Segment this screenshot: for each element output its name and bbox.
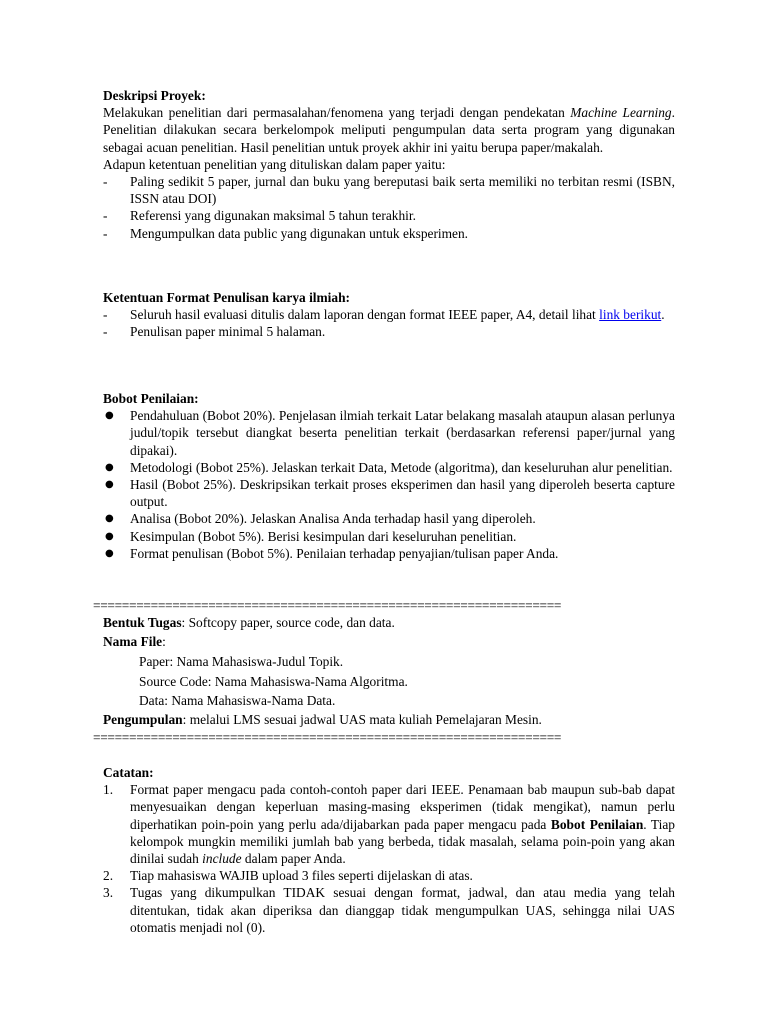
heading-format: Ketentuan Format Penulisan karya ilmiah: xyxy=(103,290,350,305)
nama-file: Nama File: xyxy=(103,634,166,650)
numbered-item: 3. Tugas yang dikumpulkan TIDAK sesuai dengan format, jadwal, dan atau media yang telah ditentukan, tidak akan diperiksa dan dianggap tidak mengumpulkan UAS, sehingga nilai UAS otomatis menjadi nol (0). xyxy=(103,885,675,935)
heading-deskripsi: Deskripsi Proyek: xyxy=(103,88,206,103)
paragraph-deskripsi: Melakukan penelitian dari permasalahan/fenomena yang terjadi dengan pendekatan Machine Learning. Penelitian dilakukan secara berkelompok meliputi pengumpulan data serta program yang digunakan sebagai acuan penelitian. Hasil penelitian untuk proyek akhir ini yaitu berupa paper/makalah. xyxy=(103,105,675,155)
file-data: Data: Nama Mahasiswa-Nama Data. xyxy=(139,692,336,708)
pengumpulan: Pengumpulan: melalui LMS sesuai jadwal UAS mata kuliah Pemelajaran Mesin. xyxy=(103,711,542,727)
bullet-icon: ● xyxy=(105,461,114,473)
bullet-item: ● Metodologi (Bobot 25%). Jelaskan terkait Data, Metode (algoritma), dan keseluruhan alur penelitian. xyxy=(105,459,673,475)
list-item: - Referensi yang digunakan maksimal 5 tahun terakhir. xyxy=(103,208,416,224)
bullet-icon: ● xyxy=(105,513,114,525)
bullet-item: ● Format penulisan (Bobot 5%). Penilaian terhadap penyajian/tulisan paper Anda. xyxy=(105,545,559,561)
bullet-icon: ● xyxy=(105,410,114,422)
list-item: - Paling sedikit 5 paper, jurnal dan buku yang bereputasi baik serta memiliki no terbitan resmi (ISBN, ISSN atau DOI) xyxy=(103,173,675,207)
bullet-item: ● Analisa (Bobot 20%). Jelaskan Analisa Anda terhadap hasil yang diperoleh. xyxy=(105,511,536,527)
file-paper: Paper: Nama Mahasiswa-Judul Topik. xyxy=(139,654,344,670)
section-deskripsi xyxy=(103,87,675,242)
file-source-code: Source Code: Nama Mahasiswa-Nama Algoritma. xyxy=(139,673,408,689)
section-bobot xyxy=(103,390,675,562)
heading-catatan: Catatan: xyxy=(103,765,154,780)
section-catatan xyxy=(103,764,675,936)
bullet-item: ● Pendahuluan (Bobot 20%). Penjelasan ilmiah terkait Latar belakang masalah ataupun alasan perlunya judul/topik tersebut diangkat beserta penelitian terkait (berdasarkan referensi paper/jurnal yang dipakai). xyxy=(105,408,675,458)
section-format xyxy=(103,289,675,341)
list-item: - Mengumpulkan data public yang digunakan untuk eksperimen. xyxy=(103,225,469,241)
separator-line: ================================================================= xyxy=(93,730,562,745)
bentuk-tugas: Bentuk Tugas: Softcopy paper, source code, dan data. xyxy=(103,615,395,630)
separator-line: ================================================================= xyxy=(93,598,562,613)
paragraph-ketentuan: Adapun ketentuan penelitian yang dituliskan dalam paper yaitu: xyxy=(103,156,446,172)
bullet-item: ● Hasil (Bobot 25%). Deskripsikan terkait proses eksperimen dan hasil yang diperoleh beserta capture output. xyxy=(105,477,675,510)
heading-bobot: Bobot Penilaian: xyxy=(103,391,199,406)
numbered-item: 2. Tiap mahasiswa WAJIB upload 3 files seperti dijelaskan di atas. xyxy=(103,868,473,884)
numbered-item: 1. Format paper mengacu pada contoh-contoh paper dari IEEE. Penamaan bab maupun sub-bab dapat menyesuaikan dengan keperluan masing-masing eksperimen (tidak mengikat), namun perlu diperhatikan poin-poin yang perlu ada/dijabarkan pada paper mengacu pada Bobot Penilaian. Tiap kelompok mungkin memiliki jumlah bab yang berbeda, tidak masalah, selama poin-poin yang akan dinilai sudah include dalam paper Anda. xyxy=(103,782,676,866)
bullet-icon: ● xyxy=(105,479,114,490)
bullet-item: ● Kesimpulan (Bobot 5%). Berisi kesimpulan dari keseluruhan penelitian. xyxy=(105,528,517,544)
list-item: - Penulisan paper minimal 5 halaman. xyxy=(103,324,326,340)
bullet-icon: ● xyxy=(105,530,114,542)
list-item: - Seluruh hasil evaluasi ditulis dalam laporan dengan format IEEE paper, A4, detail lihat link berikut. xyxy=(103,307,665,323)
link-berikut[interactable]: link berikut xyxy=(599,307,662,323)
bullet-icon: ● xyxy=(105,547,114,559)
section-tugas xyxy=(103,614,675,728)
